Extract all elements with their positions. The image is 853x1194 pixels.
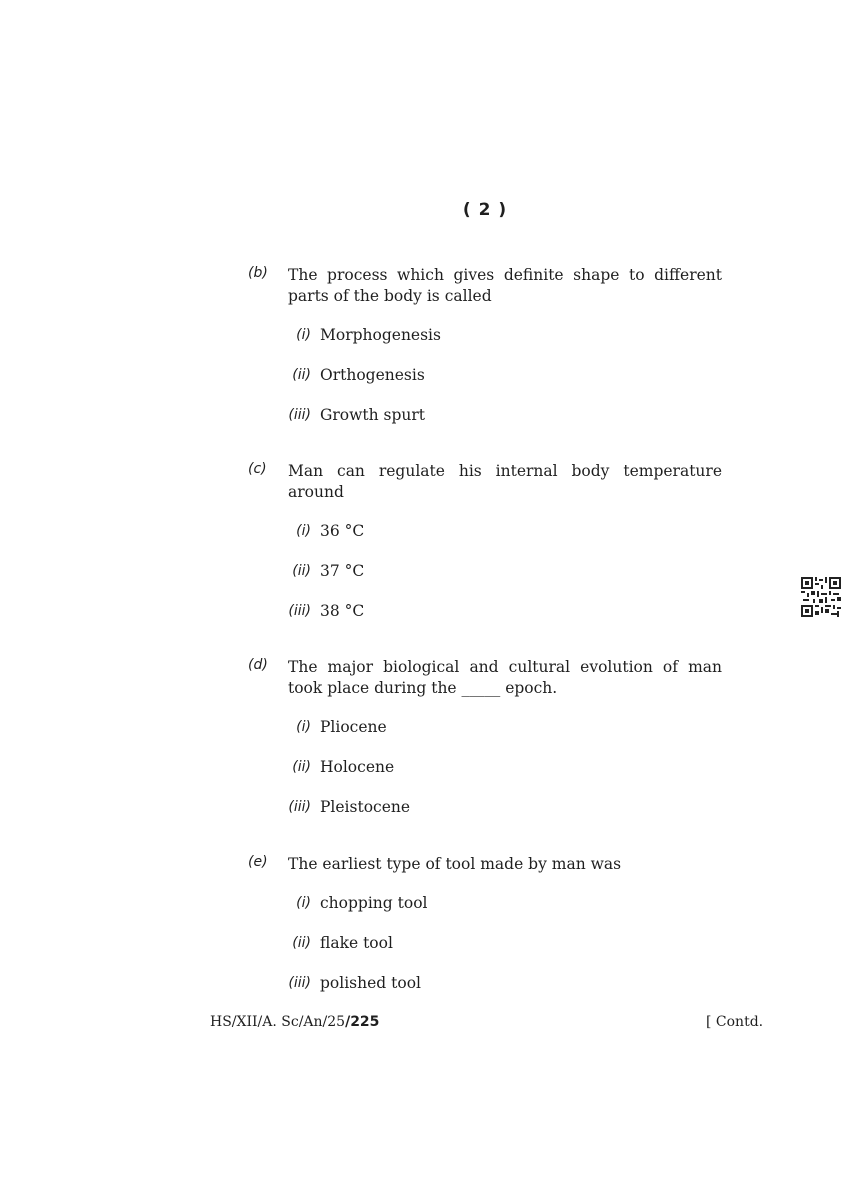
question-d <box>248 657 722 837</box>
option-list <box>248 893 722 994</box>
option-number: (ii) <box>292 367 311 383</box>
option-text: 37 °C <box>320 562 365 580</box>
option-item <box>248 797 722 818</box>
option-list <box>248 521 722 622</box>
option-item <box>248 893 722 914</box>
question-b <box>248 265 722 445</box>
question-e <box>248 854 722 1013</box>
option-number: (ii) <box>292 759 311 775</box>
question-c <box>248 461 722 641</box>
option-list <box>248 717 722 818</box>
option-number: (i) <box>296 719 311 735</box>
option-number: (ii) <box>292 935 311 951</box>
option-number: (i) <box>296 327 311 343</box>
option-text: 36 °C <box>320 522 365 540</box>
paper-code <box>210 1014 379 1030</box>
option-item <box>248 365 722 386</box>
paper-code-text: HS/XII/A. Sc/An/25 <box>210 1014 346 1030</box>
option-item <box>248 757 722 778</box>
question-label: (d) <box>248 657 268 673</box>
option-text: Pleistocene <box>320 798 411 816</box>
question-text: The process which gives definite shape to different parts of the body is called <box>288 266 722 305</box>
option-text: 38 °C <box>320 602 365 620</box>
question-label: (e) <box>248 854 268 870</box>
question-text: The major biological and cultural evolution of man took place during the _____ epoch. <box>288 658 722 697</box>
option-item <box>248 933 722 954</box>
option-text: Holocene <box>320 758 395 776</box>
option-text: flake tool <box>320 934 393 952</box>
option-item <box>248 405 722 426</box>
option-number: (iii) <box>288 603 311 619</box>
option-number: (iii) <box>288 975 311 991</box>
option-text: Growth spurt <box>320 406 426 424</box>
paper-code-number: /225 <box>345 1014 380 1030</box>
option-list <box>248 325 722 426</box>
question-label: (c) <box>248 461 267 477</box>
option-item <box>248 717 722 738</box>
option-item <box>248 601 722 622</box>
continued-label: [ Contd. <box>706 1014 764 1030</box>
question-text: The earliest type of tool made by man was <box>288 855 622 873</box>
option-text: chopping tool <box>320 894 428 912</box>
option-text: Pliocene <box>320 718 387 736</box>
option-number: (i) <box>296 523 311 539</box>
option-item <box>248 325 722 346</box>
option-text: Morphogenesis <box>320 326 441 344</box>
option-number: (i) <box>296 895 311 911</box>
option-item <box>248 973 722 994</box>
option-item <box>248 561 722 582</box>
option-text: polished tool <box>320 974 421 992</box>
page-number: ( 2 ) <box>462 200 508 220</box>
question-label: (b) <box>248 265 268 281</box>
option-number: (iii) <box>288 407 311 423</box>
option-text: Orthogenesis <box>320 366 425 384</box>
qr-code-icon <box>801 577 841 617</box>
question-text: Man can regulate his internal body temperature around <box>288 462 722 501</box>
option-number: (iii) <box>288 799 311 815</box>
option-item <box>248 521 722 542</box>
option-number: (ii) <box>292 563 311 579</box>
